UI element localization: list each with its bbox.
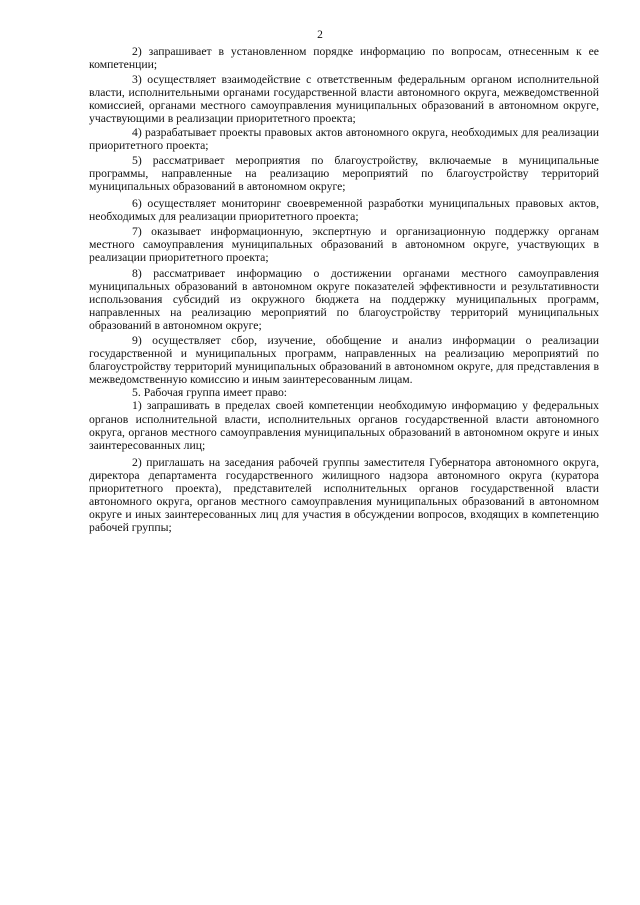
paragraph-item-9: 9) осуществляет сбор, изучение, обобщение и анализ информации о реализации государственной и муниципальных программ, направленных на реализацию мероприятий по благоустройству территорий муниципальных образований в автономном округе, для представления в межведомственную комиссию и иным заинтересованным лицам. [89, 333, 599, 387]
paragraph-item-4: 4) разрабатывает проекты правовых актов автономного округа, необходимых для реализации приоритетного проекта; [89, 125, 599, 152]
paragraph-item-5: 5) рассматривает мероприятия по благоустройству, включаемые в муниципальные программы, направленные на реализацию мероприятий по благоустройству территорий муниципальных образований в автономном округе; [89, 153, 599, 193]
page-number: 2 [317, 29, 323, 41]
paragraph-item-3: 3) осуществляет взаимодействие с ответственным федеральным органом исполнительной власти, исполнительными органами государственной власти автономного округа, межведомственной комиссией, органами местного самоуправления муниципальных образований в автономном округе, участвующими в реализации приоритетного проекта; [89, 73, 599, 126]
section-5-heading: 5. Рабочая группа имеет право: [132, 386, 288, 400]
document-body [89, 45, 599, 534]
paragraph-item-2: 2) запрашивает в установленном порядке информацию по вопросам, отнесенным к ее компетенции; [89, 45, 599, 72]
right-item-2: 2) приглашать на заседания рабочей группы заместителя Губернатора автономного округа, директора департамента государственного жилищного надзора автономного округа (куратора приоритетного проекта), представителей исполнительных органов государственной власти автономного округа, органов местного самоуправления муниципальных образований в автономном округе и иных заинтересованных лиц для участия в обсуждении вопросов, входящих в компетенцию рабочей группы; [89, 455, 599, 535]
right-item-1: 1) запрашивать в пределах своей компетенции необходимую информацию у федеральных органов исполнительной власти, исполнительных органов государственной власти автономного округа, органов местного самоуправления муниципальных образований в автономном округе и иных заинтересованных лиц; [89, 399, 599, 452]
paragraph-item-7: 7) оказывает информационную, экспертную и организационную поддержку органам местного самоуправления муниципальных образований в автономном округе, участвующих в реализации приоритетного проекта; [89, 225, 599, 265]
paragraph-item-6: 6) осуществляет мониторинг своевременной разработки муниципальных правовых актов, необходимых для реализации приоритетного проекта; [89, 197, 599, 224]
paragraph-item-8: 8) рассматривает информацию о достижении органами местного самоуправления муниципальных образований в автономном округе показателей эффективности и результативности использования субсидий из окружного бюджета на поддержку муниципальных программ, направленных на реализацию мероприятий по благоустройству территорий муниципальных образований в автономном округе; [89, 266, 599, 332]
